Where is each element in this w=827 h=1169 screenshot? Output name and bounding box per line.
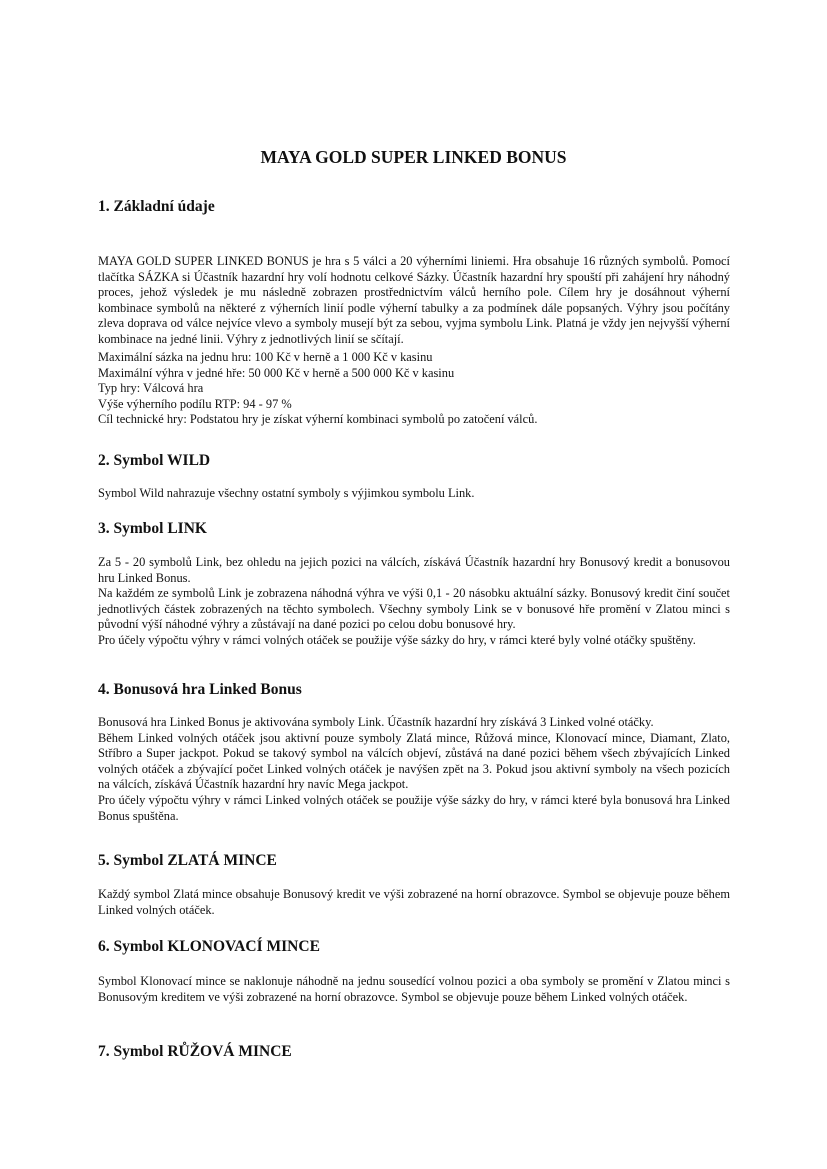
section-body-linked-bonus (98, 715, 730, 824)
section-heading-pink-coin: 7. Symbol RŮŽOVÁ MINCE (98, 1043, 292, 1060)
section-heading-gold-coin: 5. Symbol ZLATÁ MINCE (98, 852, 277, 869)
paragraph: Na každém ze symbolů Link je zobrazena náhodná výhra ve výši 0,1 - 20 násobku aktuální sázky. Bonusový kredit činí součet jednotlivých částek zobrazených na těchto symbolech. Všechny symboly Link se v bonusové hře promění v Zlatou minci s původní výší náhodné výhry a zůstávají na dané pozici po celou dobu bonusové hry. (98, 586, 730, 632)
paragraph: Během Linked volných otáček jsou aktivní pouze symboly Zlatá mince, Růžová mince, Klonovací mince, Diamant, Zlato, Stříbro a Super jackpot. Pokud se takový symbol na válcích objeví, zůstává na dané pozici během všech zbývajících Linked volných otáček a zbývající počet Linked volných otáček je navýšen zpět na 3. Pokud jsou aktivní symboly na všech pozicích na válcích, získává Účastník hazardní hry navíc Mega jackpot. (98, 730, 730, 792)
fact-max-bet: Maximální sázka na jednu hru: 100 Kč v herně a 1 000 Kč v kasinu (98, 350, 433, 364)
paragraph: Pro účely výpočtu výhry v rámci Linked volných otáček se použije výše sázky do hry, v rámci které byla bonusová hra Linked Bonus spuštěna. (98, 792, 730, 823)
paragraph: Bonusová hra Linked Bonus je aktivována symboly Link. Účastník hazardní hry získává 3 Linked volné otáčky. (98, 715, 654, 729)
section-heading-basic-info: 1. Základní údaje (98, 198, 215, 215)
paragraph: Každý symbol Zlatá mince obsahuje Bonusový kredit ve výši zobrazené na horní obrazovce. Symbol se objevuje pouze během Linked volných otáček. (98, 887, 730, 917)
paragraph: Pro účely výpočtu výhry v rámci volných otáček se použije výše sázky do hry, v rámci které byly volné otáčky spuštěny. (98, 632, 696, 647)
section-heading-clone-coin: 6. Symbol KLONOVACÍ MINCE (98, 938, 320, 955)
section-heading-wild: 2. Symbol WILD (98, 452, 211, 469)
paragraph: Symbol Klonovací mince se naklonuje náhodně na jednu sousedící volnou pozici a oba symboly se promění v Zlatou minci s Bonusovým kreditem ve výši zobrazené na horní obrazovce. Symbol se objevuje pouze během Linked volných otáček. (98, 974, 730, 1004)
document-title: MAYA GOLD SUPER LINKED BONUS (260, 147, 567, 167)
section-body-link (98, 555, 730, 649)
paragraph: Za 5 - 20 symbolů Link, bez ohledu na jejich pozici na válcích, získává Účastník hazardní hry Bonusový kredit a bonusovou hru Linked Bonus. (98, 555, 730, 585)
paragraph: MAYA GOLD SUPER LINKED BONUS je hra s 5 válci a 20 výherními liniemi. Hra obsahuje 16 různých symbolů. Pomocí tlačítka SÁZKA si Účastník hazardní hry volí hodnotu celkové Sázky. Účastník hazardní hry spouští při zahájení hry náhodný proces, jehož výsledek je mu následně zobrazen prostřednictvím válců herního pole. Cílem hry je dosáhnout výherní kombinace symbolů na některé z výherních linií podle výherní tabulky a za podmínek dále popsaných. Výhry jsou počítány zleva doprava od válce nejvíce vlevo a symboly musejí být za sebou, vyjma symbolu Link. Platná je vždy jen nejvyšší výherní kombinace na jedné linii. Výhry z jednotlivých linií se sčítají. (98, 254, 730, 346)
section-body-wild (98, 486, 730, 502)
section-heading-linked-bonus: 4. Bonusová hra Linked Bonus (98, 681, 302, 698)
facts-list (98, 350, 730, 428)
section-body-clone-coin (98, 974, 730, 1005)
fact-max-win: Maximální výhra v jedné hře: 50 000 Kč v herně a 500 000 Kč v kasinu (98, 365, 455, 380)
section-heading-link: 3. Symbol LINK (98, 520, 207, 537)
fact-rtp: Výše výherního podílu RTP: 94 - 97 % (98, 396, 292, 411)
fact-goal: Cíl technické hry: Podstatou hry je získat výherní kombinaci symbolů po zatočení válců. (98, 412, 538, 427)
section-body-basic-info (98, 254, 730, 348)
paragraph: Symbol Wild nahrazuje všechny ostatní symboly s výjimkou symbolu Link. (98, 486, 475, 500)
section-body-gold-coin (98, 887, 730, 918)
fact-game-type: Typ hry: Válcová hra (98, 381, 204, 396)
